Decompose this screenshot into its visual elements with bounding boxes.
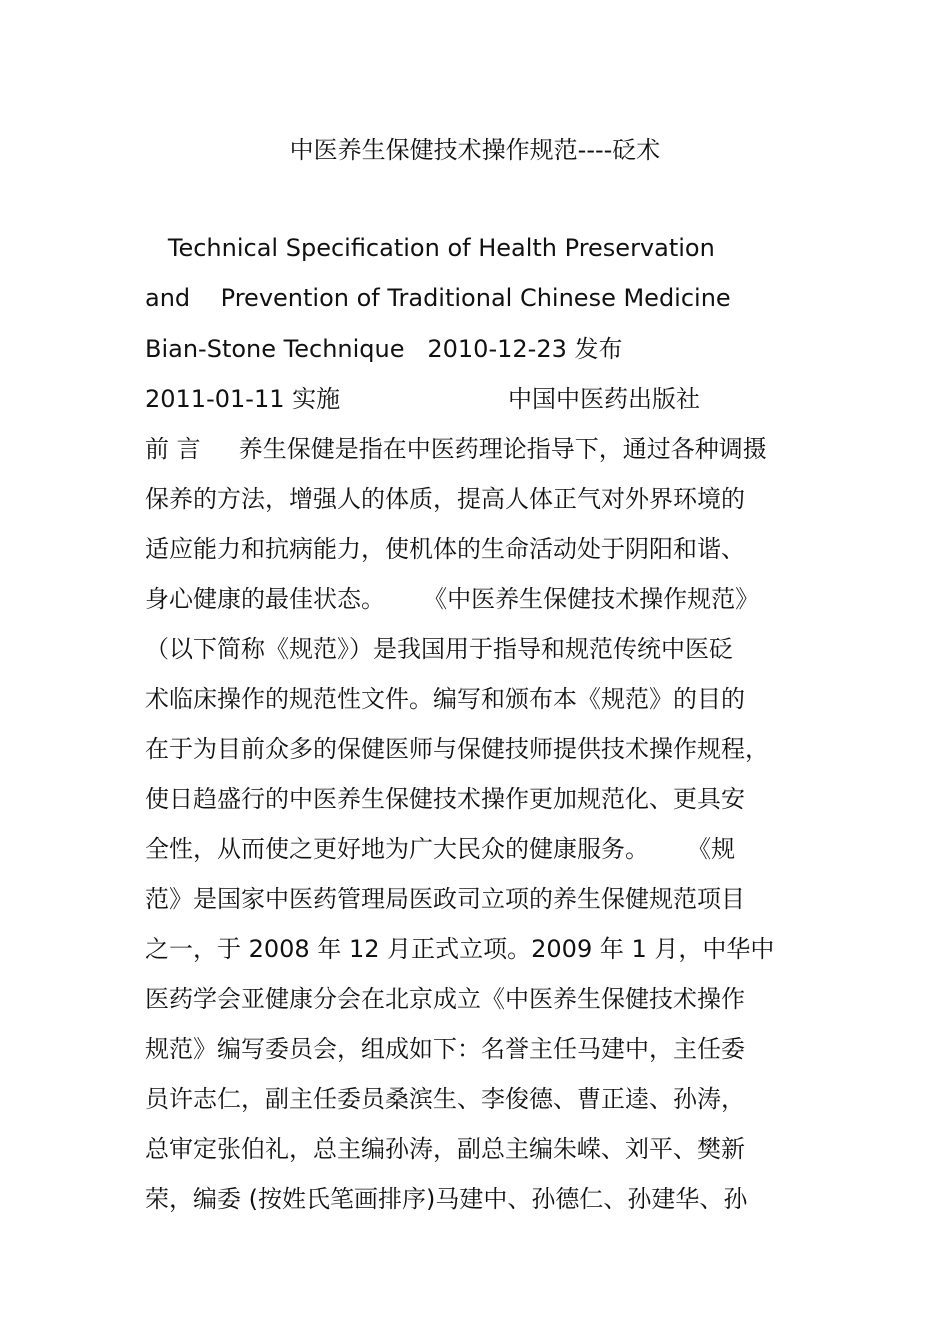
text-line: 范》是国家中医药管理局医政司立项的养生保健规范项目 xyxy=(145,885,745,913)
text-line: 身心健康的最佳状态。 《中医养生保健技术操作规范》 xyxy=(145,585,760,613)
text-line: 之一，于 2008 年 12 月正式立项。2009 年 1 月，中华中 xyxy=(145,935,775,963)
text-line: 员许志仁，副主任委员桑滨生、李俊德、曹正逵、孙涛， xyxy=(145,1085,745,1113)
text-line: 总审定张伯礼，总主编孙涛，副总主编朱嵘、刘平、樊新 xyxy=(145,1135,745,1163)
text-line: and Prevention of Traditional Chinese Medicine xyxy=(145,284,731,312)
text-line: 适应能力和抗病能力，使机体的生命活动处于阴阳和谐、 xyxy=(145,535,745,563)
document-title: 中医养生保健技术操作规范----砭术 xyxy=(289,136,661,164)
text-line: 术临床操作的规范性文件。编写和颁布本《规范》的目的 xyxy=(145,685,745,713)
text-line: 荣，编委 (按姓氏笔画排序)马建中、孙德仁、孙建华、孙 xyxy=(145,1185,748,1213)
text-line: 前 言 养生保健是指在中医药理论指导下，通过各种调摄 xyxy=(145,435,767,463)
text-line: 在于为目前众多的保健医师与保健技师提供技术操作规程， xyxy=(145,735,769,763)
text-line: Technical Specification of Health Preservation xyxy=(145,234,715,262)
text-line: 全性，从而使之更好地为广大民众的健康服务。 《规 xyxy=(145,835,736,863)
text-line: （以下简称《规范》）是我国用于指导和规范传统中医砭 xyxy=(145,635,733,663)
text-line: 2011-01-11 实施 中国中医药出版社 xyxy=(145,385,700,413)
text-line: 使日趋盛行的中医养生保健技术操作更加规范化、更具安 xyxy=(145,785,745,813)
text-line: Bian-Stone Technique 2010-12-23 发布 xyxy=(145,335,623,363)
text-line: 规范》编写委员会，组成如下：名誉主任马建中，主任委 xyxy=(145,1035,745,1063)
text-line: 保养的方法，增强人的体质，提高人体正气对外界环境的 xyxy=(145,485,745,513)
text-line: 医药学会亚健康分会在北京成立《中医养生保健技术操作 xyxy=(145,985,745,1013)
